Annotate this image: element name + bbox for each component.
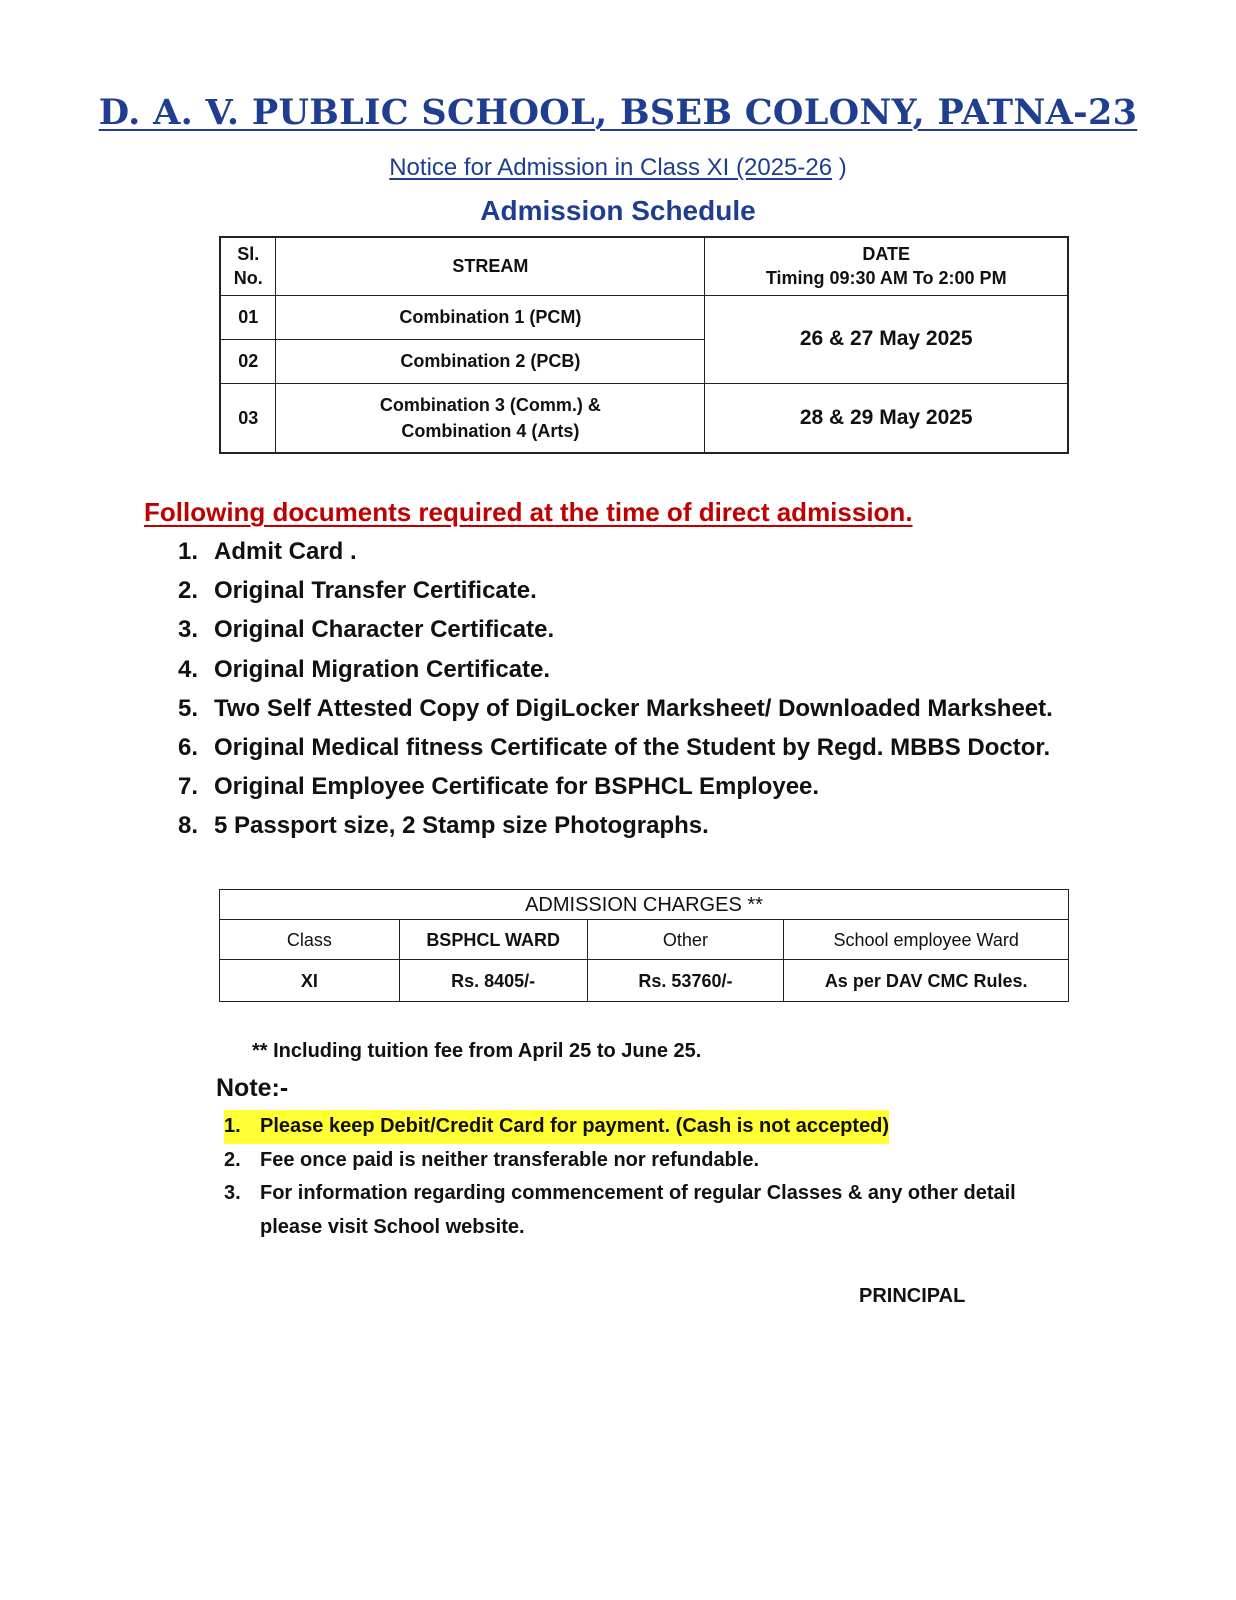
date-cell: 28 & 29 May 2025	[705, 383, 1068, 453]
item-text: Admit Card .	[214, 538, 357, 565]
documents-heading: Following documents required at the time of direct admission.	[144, 497, 913, 527]
item-text: Two Self Attested Copy of DigiLocker Marksheet/ Downloaded Marksheet.	[214, 694, 1053, 722]
header-other: Other	[587, 920, 784, 960]
list-item	[178, 734, 1053, 773]
item-text: Original Medical fitness Certificate of the Student by Regd. MBBS Doctor.	[214, 733, 1051, 761]
notice-title-text: Notice for Admission in Class XI (2025-26	[389, 154, 833, 181]
row-sl: 02	[220, 339, 276, 383]
charges-table	[219, 889, 1069, 1002]
item-text: Original Character Certificate.	[214, 616, 555, 644]
cell-other: Rs. 53760/-	[587, 960, 784, 1002]
schedule-title: Admission Schedule	[480, 195, 756, 226]
row-stream-line: Combination 3 (Comm.) &	[379, 394, 601, 415]
list-item	[224, 1110, 1016, 1144]
row-stream-line: Combination 4 (Arts)	[401, 420, 580, 441]
header-date: DATE	[862, 244, 911, 265]
charges-title: ADMISSION CHARGES **	[220, 890, 1069, 920]
item-number: 5.	[178, 694, 199, 722]
notice-title-end: )	[832, 154, 847, 181]
item-text: Original Transfer Certificate.	[214, 577, 537, 605]
list-item	[178, 773, 1053, 812]
list-item	[224, 1144, 1016, 1178]
list-item	[178, 616, 1053, 655]
cell-bsphcl: Rs. 8405/-	[399, 960, 587, 1002]
note-number: 2.	[224, 1148, 241, 1171]
date-cell: 26 & 27 May 2025	[705, 295, 1068, 383]
item-number: 3.	[178, 616, 199, 644]
header-stream: STREAM	[276, 237, 705, 295]
item-text: Original Employee Certificate for BSPHCL Employee.	[214, 773, 820, 801]
list-item	[178, 656, 1053, 695]
note-number: 1.	[224, 1115, 241, 1137]
note-text-line: For information regarding commencement of regular Classes & any other detail	[260, 1182, 1016, 1204]
documents-list	[178, 538, 1053, 852]
charges-header-row	[220, 920, 1069, 960]
schedule-header-row	[220, 237, 1068, 295]
header-date-cell	[705, 237, 1068, 295]
fee-footnote: ** Including tuition fee from April 25 to June 25.	[252, 1040, 702, 1062]
note-text	[260, 1177, 1016, 1244]
note-text: Please keep Debit/Credit Card for payment. (Cash is not accepted)	[260, 1115, 890, 1137]
item-number: 2.	[178, 577, 199, 605]
header-class: Class	[220, 920, 400, 960]
table-row	[220, 960, 1069, 1002]
note-number: 3.	[224, 1182, 241, 1204]
item-text: 5 Passport size, 2 Stamp size Photographs.	[214, 812, 709, 840]
item-number: 7.	[178, 773, 199, 801]
item-text: Original Migration Certificate.	[214, 655, 551, 683]
table-row	[220, 383, 1068, 453]
note-text: Fee once paid is neither transferable nor refundable.	[260, 1148, 760, 1171]
item-number: 1.	[178, 538, 199, 565]
row-stream: Combination 2 (PCB)	[276, 339, 705, 383]
item-number: 8.	[178, 812, 199, 840]
charges-title-row	[220, 890, 1069, 920]
row-stream	[276, 383, 705, 453]
item-number: 4.	[178, 655, 199, 683]
header-bsphcl: BSPHCL WARD	[399, 920, 587, 960]
row-sl: 03	[220, 383, 276, 453]
cell-employee: As per DAV CMC Rules.	[784, 960, 1069, 1002]
notice-title	[0, 154, 1236, 182]
header-employee: School employee Ward	[784, 920, 1069, 960]
note-label: Note:-	[216, 1074, 289, 1102]
list-item	[178, 812, 1053, 851]
schedule-table	[219, 236, 1069, 454]
list-item	[224, 1177, 1016, 1244]
cell-class: XI	[220, 960, 400, 1002]
highlighted-note	[224, 1110, 889, 1144]
header-sl-no: Sl. No.	[220, 237, 276, 295]
list-item	[178, 577, 1053, 616]
principal-signature: PRINCIPAL	[859, 1285, 966, 1307]
list-item	[178, 695, 1053, 734]
header-timing: Timing 09:30 AM To 2:00 PM	[765, 268, 1007, 289]
list-item	[178, 538, 1053, 577]
table-row	[220, 295, 1068, 339]
row-sl: 01	[220, 295, 276, 339]
school-title: D. A. V. PUBLIC SCHOOL, BSEB COLONY, PATNA-23	[98, 92, 1138, 133]
item-number: 6.	[178, 733, 199, 761]
note-text-line: please visit School website.	[260, 1215, 525, 1238]
notes-list	[224, 1110, 1016, 1244]
row-stream: Combination 1 (PCM)	[276, 295, 705, 339]
